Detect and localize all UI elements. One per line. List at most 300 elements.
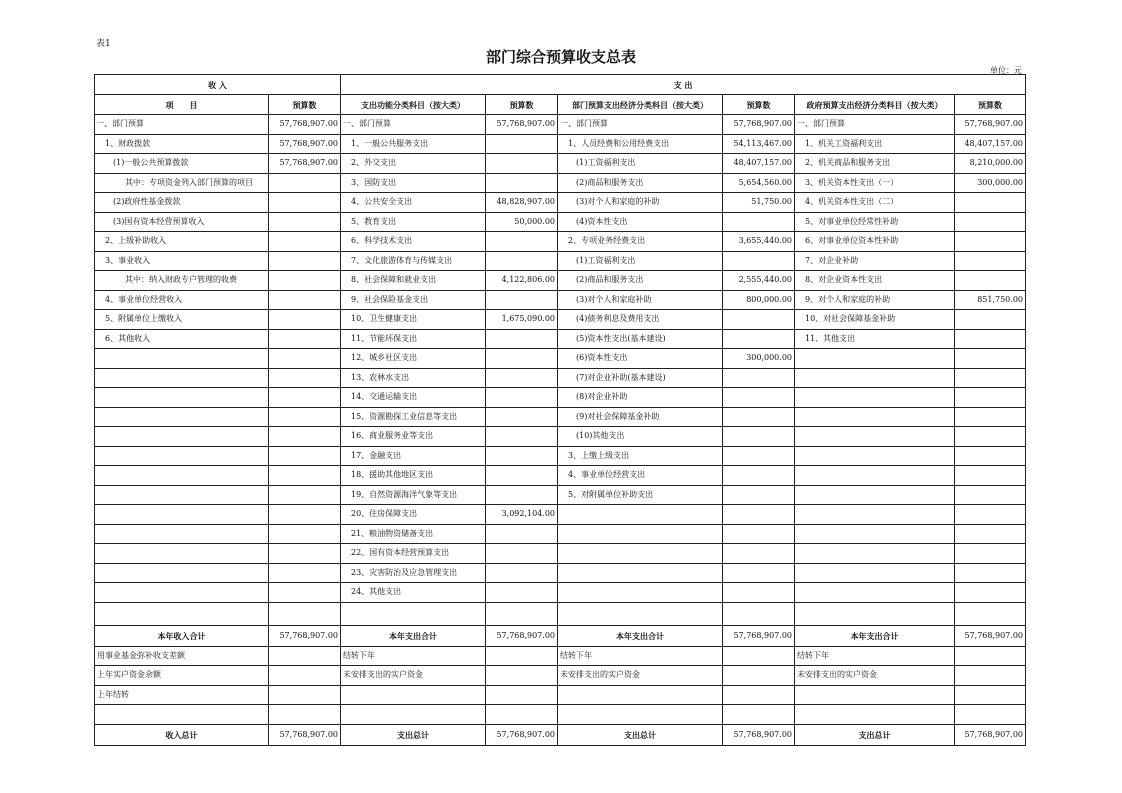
item-cell: 支出总计 bbox=[341, 724, 486, 745]
item-cell: 1、财政拨款 bbox=[95, 134, 269, 154]
table-row bbox=[95, 563, 1026, 583]
item-cell: 本年支出合计 bbox=[795, 625, 955, 646]
item-cell: 一、部门预算 bbox=[341, 115, 486, 135]
budget-amount-cell bbox=[723, 466, 795, 486]
table-row bbox=[95, 485, 1026, 505]
budget-amount-cell bbox=[269, 446, 341, 466]
item-cell: 4、事业单位经营收入 bbox=[95, 290, 269, 310]
budget-amount-cell bbox=[955, 329, 1026, 349]
item-cell: 4、事业单位经营支出 bbox=[558, 466, 723, 486]
item-cell bbox=[558, 685, 723, 705]
item-cell: 2、上级补助收入 bbox=[95, 232, 269, 252]
budget-amount-cell bbox=[269, 329, 341, 349]
item-cell: 18、援助其他地区支出 bbox=[341, 466, 486, 486]
item-cell bbox=[558, 583, 723, 603]
budget-amount-cell bbox=[269, 290, 341, 310]
item-cell bbox=[558, 505, 723, 525]
item-cell: 1、一般公共服务支出 bbox=[341, 134, 486, 154]
item-cell bbox=[558, 602, 723, 625]
table-row bbox=[95, 407, 1026, 427]
budget-amount-cell bbox=[486, 705, 558, 725]
item-cell bbox=[795, 524, 955, 544]
item-cell bbox=[95, 544, 269, 564]
budget-amount-cell bbox=[269, 705, 341, 725]
budget-amount-cell bbox=[486, 388, 558, 408]
budget-amount-cell bbox=[486, 232, 558, 252]
item-cell bbox=[795, 505, 955, 525]
totals-row bbox=[95, 625, 1026, 646]
budget-amount-cell bbox=[486, 329, 558, 349]
col-header-dept-economic: 部门预算支出经济分类科目（按大类） bbox=[558, 95, 723, 115]
budget-amount-cell bbox=[269, 544, 341, 564]
item-cell: 其中：专项资金列入部门预算的项目 bbox=[95, 173, 269, 193]
budget-amount-cell bbox=[486, 485, 558, 505]
table-row bbox=[95, 524, 1026, 544]
budget-amount-cell: 57,768,907.00 bbox=[269, 154, 341, 174]
item-cell: 22、国有资本经营预算支出 bbox=[341, 544, 486, 564]
item-cell: (4)资本性支出 bbox=[558, 212, 723, 232]
page-title: 部门综合预算收支总表 bbox=[485, 48, 636, 66]
budget-amount-cell bbox=[723, 427, 795, 447]
table-row bbox=[95, 685, 1026, 705]
item-cell: (10)其他支出 bbox=[558, 427, 723, 447]
item-cell bbox=[795, 407, 955, 427]
budget-amount-cell: 2,555,440.00 bbox=[723, 271, 795, 291]
budget-amount-cell bbox=[486, 349, 558, 369]
item-cell: 其中：纳入财政专户管理的收费 bbox=[95, 271, 269, 291]
item-cell: 一、部门预算 bbox=[795, 115, 955, 135]
budget-amount-cell bbox=[955, 388, 1026, 408]
item-cell: 结转下年 bbox=[795, 646, 955, 666]
budget-amount-cell bbox=[269, 271, 341, 291]
item-cell bbox=[795, 485, 955, 505]
table-row bbox=[95, 212, 1026, 232]
item-cell bbox=[795, 466, 955, 486]
item-cell: 11、节能环保支出 bbox=[341, 329, 486, 349]
budget-amount-cell bbox=[955, 485, 1026, 505]
item-cell bbox=[795, 388, 955, 408]
budget-amount-cell bbox=[723, 407, 795, 427]
item-cell bbox=[558, 524, 723, 544]
budget-amount-cell: 57,768,907.00 bbox=[723, 724, 795, 745]
col-header-budget: 预算数 bbox=[269, 95, 341, 115]
item-cell: 8、对企业资本性支出 bbox=[795, 271, 955, 291]
budget-amount-cell bbox=[269, 232, 341, 252]
budget-amount-cell bbox=[723, 251, 795, 271]
budget-amount-cell bbox=[955, 193, 1026, 213]
budget-amount-cell bbox=[486, 173, 558, 193]
col-header-budget: 预算数 bbox=[955, 95, 1026, 115]
budget-amount-cell bbox=[269, 583, 341, 603]
item-cell: 12、城乡社区支出 bbox=[341, 349, 486, 369]
budget-amount-cell bbox=[723, 563, 795, 583]
item-cell: 17、金融支出 bbox=[341, 446, 486, 466]
table-row bbox=[95, 646, 1026, 666]
table-row bbox=[95, 388, 1026, 408]
budget-amount-cell bbox=[269, 388, 341, 408]
budget-amount-cell bbox=[486, 154, 558, 174]
item-cell: 13、农林水支出 bbox=[341, 368, 486, 388]
item-cell: 支出总计 bbox=[795, 724, 955, 745]
item-cell: (4)债务利息及费用支出 bbox=[558, 310, 723, 330]
item-cell: 4、公共安全支出 bbox=[341, 193, 486, 213]
item-cell bbox=[95, 407, 269, 427]
budget-amount-cell bbox=[723, 524, 795, 544]
budget-amount-cell: 57,768,907.00 bbox=[955, 115, 1026, 135]
item-cell bbox=[795, 602, 955, 625]
table-row bbox=[95, 193, 1026, 213]
item-cell: (1)工资福利支出 bbox=[558, 251, 723, 271]
item-cell: 用事业基金弥补收支差额 bbox=[95, 646, 269, 666]
item-cell: 未安排支出的实户资金 bbox=[795, 666, 955, 686]
budget-amount-cell bbox=[723, 388, 795, 408]
item-cell: 5、附属单位上缴收入 bbox=[95, 310, 269, 330]
item-cell: 11、其他支出 bbox=[795, 329, 955, 349]
budget-amount-cell bbox=[269, 485, 341, 505]
table-row bbox=[95, 349, 1026, 369]
budget-amount-cell bbox=[723, 666, 795, 686]
item-cell bbox=[95, 427, 269, 447]
budget-amount-cell bbox=[486, 646, 558, 666]
budget-amount-cell bbox=[955, 505, 1026, 525]
item-cell: 未安排支出的实户资金 bbox=[341, 666, 486, 686]
budget-amount-cell: 800,000.00 bbox=[723, 290, 795, 310]
unit-label: 单位：元 bbox=[990, 66, 1022, 75]
budget-amount-cell: 57,768,907.00 bbox=[486, 724, 558, 745]
table-row bbox=[95, 173, 1026, 193]
item-cell: 2、外交支出 bbox=[341, 154, 486, 174]
budget-amount-cell: 57,768,907.00 bbox=[486, 115, 558, 135]
item-cell: 9、社会保险基金支出 bbox=[341, 290, 486, 310]
item-cell: 本年支出合计 bbox=[341, 625, 486, 646]
budget-amount-cell bbox=[269, 646, 341, 666]
item-cell bbox=[95, 446, 269, 466]
item-cell bbox=[95, 563, 269, 583]
col-header-budget: 预算数 bbox=[723, 95, 795, 115]
budget-amount-cell bbox=[486, 290, 558, 310]
budget-amount-cell bbox=[486, 427, 558, 447]
budget-amount-cell bbox=[269, 193, 341, 213]
item-cell: 8、社会保障和就业支出 bbox=[341, 271, 486, 291]
budget-amount-cell bbox=[955, 407, 1026, 427]
budget-amount-cell bbox=[486, 666, 558, 686]
item-cell: 1、机关工资福利支出 bbox=[795, 134, 955, 154]
budget-amount-cell bbox=[269, 407, 341, 427]
budget-amount-cell bbox=[269, 368, 341, 388]
budget-amount-cell bbox=[269, 251, 341, 271]
item-cell bbox=[795, 544, 955, 564]
table-row bbox=[95, 310, 1026, 330]
item-cell: 5、对事业单位经常性补助 bbox=[795, 212, 955, 232]
item-cell: (2)政府性基金拨款 bbox=[95, 193, 269, 213]
budget-amount-cell: 57,768,907.00 bbox=[269, 115, 341, 135]
budget-amount-cell: 50,000.00 bbox=[486, 212, 558, 232]
budget-amount-cell bbox=[269, 666, 341, 686]
budget-amount-cell bbox=[486, 685, 558, 705]
table-row bbox=[95, 232, 1026, 252]
item-cell bbox=[95, 485, 269, 505]
budget-amount-cell bbox=[955, 583, 1026, 603]
item-cell: 结转下年 bbox=[558, 646, 723, 666]
item-cell bbox=[95, 583, 269, 603]
item-cell: 14、交通运输支出 bbox=[341, 388, 486, 408]
budget-amount-cell: 57,768,907.00 bbox=[269, 134, 341, 154]
budget-amount-cell: 57,768,907.00 bbox=[955, 625, 1026, 646]
item-cell bbox=[95, 524, 269, 544]
item-cell: (1)工资福利支出 bbox=[558, 154, 723, 174]
budget-amount-cell bbox=[955, 544, 1026, 564]
budget-amount-cell: 300,000.00 bbox=[723, 349, 795, 369]
budget-amount-cell bbox=[486, 407, 558, 427]
item-cell: (9)对社会保障基金补助 bbox=[558, 407, 723, 427]
budget-amount-cell bbox=[955, 466, 1026, 486]
header-row-1 bbox=[95, 75, 1026, 95]
item-cell: (8)对企业补助 bbox=[558, 388, 723, 408]
budget-amount-cell bbox=[486, 446, 558, 466]
budget-amount-cell bbox=[269, 563, 341, 583]
income-header: 收 入 bbox=[95, 75, 341, 95]
item-cell: (3)对个人和家庭补助 bbox=[558, 290, 723, 310]
table-row bbox=[95, 154, 1026, 174]
budget-amount-cell bbox=[486, 583, 558, 603]
item-cell: 3、上缴上级支出 bbox=[558, 446, 723, 466]
table-row bbox=[95, 271, 1026, 291]
item-cell: (6)资本性支出 bbox=[558, 349, 723, 369]
budget-amount-cell bbox=[723, 446, 795, 466]
table-row bbox=[95, 329, 1026, 349]
item-cell bbox=[95, 466, 269, 486]
budget-amount-cell bbox=[269, 310, 341, 330]
budget-amount-cell bbox=[955, 705, 1026, 725]
budget-amount-cell: 57,768,907.00 bbox=[269, 625, 341, 646]
item-cell: 3、机关资本性支出（一） bbox=[795, 173, 955, 193]
budget-amount-cell bbox=[723, 505, 795, 525]
budget-amount-cell bbox=[723, 368, 795, 388]
item-cell: 20、住房保障支出 bbox=[341, 505, 486, 525]
budget-amount-cell bbox=[723, 583, 795, 603]
budget-amount-cell bbox=[269, 427, 341, 447]
item-cell bbox=[795, 446, 955, 466]
budget-amount-cell bbox=[723, 705, 795, 725]
item-cell: 7、对企业补助 bbox=[795, 251, 955, 271]
item-cell: 支出总计 bbox=[558, 724, 723, 745]
item-cell: 10、卫生健康支出 bbox=[341, 310, 486, 330]
col-header-functional: 支出功能分类科目（按大类） bbox=[341, 95, 486, 115]
item-cell: 3、事业收入 bbox=[95, 251, 269, 271]
budget-amount-cell bbox=[723, 544, 795, 564]
budget-amount-cell bbox=[955, 271, 1026, 291]
budget-amount-cell bbox=[269, 173, 341, 193]
sheet-label: 表1 bbox=[96, 39, 111, 49]
budget-amount-cell bbox=[955, 232, 1026, 252]
budget-amount-cell: 51,750.00 bbox=[723, 193, 795, 213]
item-cell: 收入总计 bbox=[95, 724, 269, 745]
item-cell bbox=[95, 368, 269, 388]
budget-amount-cell bbox=[955, 349, 1026, 369]
table-row bbox=[95, 705, 1026, 725]
item-cell: (7)对企业补助(基本建设) bbox=[558, 368, 723, 388]
budget-amount-cell: 57,768,907.00 bbox=[723, 115, 795, 135]
col-header-budget: 预算数 bbox=[486, 95, 558, 115]
col-header-item: 项 目 bbox=[95, 95, 269, 115]
item-cell bbox=[795, 705, 955, 725]
table-row bbox=[95, 505, 1026, 525]
budget-amount-cell bbox=[955, 666, 1026, 686]
item-cell bbox=[558, 705, 723, 725]
table-row bbox=[95, 583, 1026, 603]
table-row bbox=[95, 602, 1026, 625]
item-cell: 3、国防支出 bbox=[341, 173, 486, 193]
item-cell: 7、文化旅游体育与传媒支出 bbox=[341, 251, 486, 271]
budget-amount-cell: 57,768,907.00 bbox=[269, 724, 341, 745]
budget-amount-cell bbox=[486, 368, 558, 388]
item-cell bbox=[795, 427, 955, 447]
item-cell: 19、自然资源海洋气象等支出 bbox=[341, 485, 486, 505]
item-cell: 结转下年 bbox=[341, 646, 486, 666]
item-cell bbox=[341, 705, 486, 725]
item-cell bbox=[95, 705, 269, 725]
item-cell: 9、对个人和家庭的补助 bbox=[795, 290, 955, 310]
budget-amount-cell: 54,113,467.00 bbox=[723, 134, 795, 154]
budget-amount-cell bbox=[486, 134, 558, 154]
budget-amount-cell bbox=[955, 685, 1026, 705]
item-cell: 本年支出合计 bbox=[558, 625, 723, 646]
budget-amount-cell bbox=[955, 212, 1026, 232]
header-row-2 bbox=[95, 95, 1026, 115]
item-cell: (2)商品和服务支出 bbox=[558, 271, 723, 291]
budget-amount-cell: 3,655,440.00 bbox=[723, 232, 795, 252]
budget-amount-cell bbox=[955, 446, 1026, 466]
budget-amount-cell bbox=[269, 349, 341, 369]
item-cell bbox=[95, 602, 269, 625]
budget-amount-cell bbox=[486, 602, 558, 625]
table-row bbox=[95, 446, 1026, 466]
budget-amount-cell bbox=[955, 251, 1026, 271]
item-cell: 上年结转 bbox=[95, 685, 269, 705]
item-cell bbox=[95, 388, 269, 408]
budget-amount-cell bbox=[723, 685, 795, 705]
budget-amount-cell bbox=[486, 524, 558, 544]
item-cell bbox=[795, 563, 955, 583]
item-cell: 本年收入合计 bbox=[95, 625, 269, 646]
budget-amount-cell: 300,000.00 bbox=[955, 173, 1026, 193]
budget-amount-cell: 48,407,157.00 bbox=[955, 134, 1026, 154]
item-cell: (5)资本性支出(基本建设) bbox=[558, 329, 723, 349]
item-cell bbox=[558, 563, 723, 583]
budget-amount-cell bbox=[723, 602, 795, 625]
item-cell bbox=[558, 544, 723, 564]
item-cell: 24、其他支出 bbox=[341, 583, 486, 603]
budget-amount-cell bbox=[486, 563, 558, 583]
budget-amount-cell bbox=[955, 524, 1026, 544]
budget-amount-cell bbox=[486, 251, 558, 271]
item-cell bbox=[95, 505, 269, 525]
item-cell bbox=[795, 349, 955, 369]
budget-amount-cell bbox=[723, 485, 795, 505]
budget-amount-cell bbox=[723, 329, 795, 349]
item-cell: 6、其他收入 bbox=[95, 329, 269, 349]
table-row bbox=[95, 290, 1026, 310]
budget-amount-cell: 1,675,090.00 bbox=[486, 310, 558, 330]
item-cell: 未安排支出的实户资金 bbox=[558, 666, 723, 686]
item-cell bbox=[795, 685, 955, 705]
item-cell: 21、粮油物资储备支出 bbox=[341, 524, 486, 544]
budget-amount-cell bbox=[486, 466, 558, 486]
table-row bbox=[95, 115, 1026, 135]
budget-amount-cell: 57,768,907.00 bbox=[723, 625, 795, 646]
budget-amount-cell bbox=[955, 602, 1026, 625]
item-cell bbox=[795, 583, 955, 603]
budget-amount-cell bbox=[269, 602, 341, 625]
table-row bbox=[95, 427, 1026, 447]
item-cell: 上年实户资金余额 bbox=[95, 666, 269, 686]
grand-row bbox=[95, 724, 1026, 745]
table-row bbox=[95, 544, 1026, 564]
item-cell: 5、教育支出 bbox=[341, 212, 486, 232]
item-cell: (3)对个人和家庭的补助 bbox=[558, 193, 723, 213]
budget-amount-cell bbox=[723, 310, 795, 330]
budget-amount-cell: 4,122,806.00 bbox=[486, 271, 558, 291]
budget-amount-cell bbox=[955, 310, 1026, 330]
budget-amount-cell: 48,407,157.00 bbox=[723, 154, 795, 174]
budget-amount-cell bbox=[486, 544, 558, 564]
budget-amount-cell bbox=[955, 563, 1026, 583]
item-cell bbox=[341, 685, 486, 705]
table-row bbox=[95, 134, 1026, 154]
budget-amount-cell bbox=[269, 524, 341, 544]
item-cell: (1)一般公共预算拨款 bbox=[95, 154, 269, 174]
budget-amount-cell bbox=[723, 646, 795, 666]
item-cell: 6、科学技术支出 bbox=[341, 232, 486, 252]
item-cell: 2、专项业务经费支出 bbox=[558, 232, 723, 252]
budget-amount-cell bbox=[269, 685, 341, 705]
budget-amount-cell bbox=[723, 212, 795, 232]
expense-header: 支 出 bbox=[341, 75, 1026, 95]
item-cell: (2)商品和服务支出 bbox=[558, 173, 723, 193]
budget-amount-cell bbox=[955, 646, 1026, 666]
item-cell: 23、灾害防治及应急管理支出 bbox=[341, 563, 486, 583]
item-cell: 一、部门预算 bbox=[95, 115, 269, 135]
budget-amount-cell bbox=[955, 427, 1026, 447]
item-cell: 4、机关资本性支出（二） bbox=[795, 193, 955, 213]
item-cell: 6、对事业单位资本性补助 bbox=[795, 232, 955, 252]
budget-amount-cell bbox=[269, 212, 341, 232]
item-cell: 10、对社会保障基金补助 bbox=[795, 310, 955, 330]
table-row bbox=[95, 251, 1026, 271]
item-cell: 一、部门预算 bbox=[558, 115, 723, 135]
item-cell: 15、资源勘探工业信息等支出 bbox=[341, 407, 486, 427]
budget-summary-table bbox=[94, 74, 1026, 746]
budget-amount-cell bbox=[269, 466, 341, 486]
budget-amount-cell bbox=[269, 505, 341, 525]
col-header-gov-economic: 政府预算支出经济分类科目（按大类） bbox=[795, 95, 955, 115]
item-cell: 16、商业服务业等支出 bbox=[341, 427, 486, 447]
table-row bbox=[95, 368, 1026, 388]
budget-amount-cell bbox=[955, 368, 1026, 388]
budget-amount-cell: 8,210,000.00 bbox=[955, 154, 1026, 174]
budget-amount-cell: 57,768,907.00 bbox=[955, 724, 1026, 745]
item-cell bbox=[795, 368, 955, 388]
item-cell: 5、对附属单位补助支出 bbox=[558, 485, 723, 505]
budget-amount-cell: 5,654,560.00 bbox=[723, 173, 795, 193]
item-cell bbox=[341, 602, 486, 625]
item-cell bbox=[95, 349, 269, 369]
budget-amount-cell: 851,750.00 bbox=[955, 290, 1026, 310]
item-cell: (3)国有资本经营预算收入 bbox=[95, 212, 269, 232]
budget-amount-cell: 57,768,907.00 bbox=[486, 625, 558, 646]
item-cell: 2、机关商品和服务支出 bbox=[795, 154, 955, 174]
budget-amount-cell: 48,828,907.00 bbox=[486, 193, 558, 213]
